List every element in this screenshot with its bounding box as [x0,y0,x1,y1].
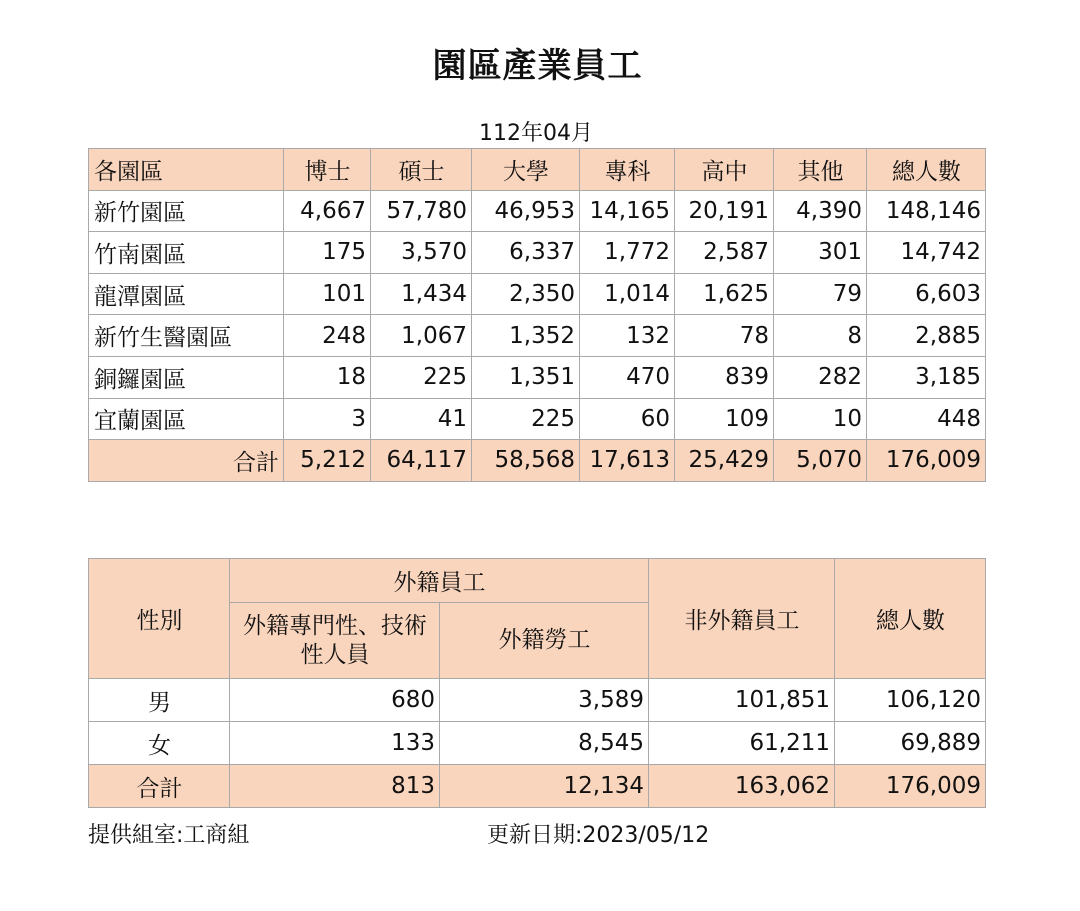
table-row [89,356,986,398]
column-header-total: 總人數 [835,559,986,679]
park-name: 龍潭園區 [89,273,284,315]
bachelor-count: 1,351 [472,356,580,398]
park-employee-education-table [88,148,986,482]
park-name: 新竹生醫園區 [89,315,284,357]
other-total: 5,070 [774,440,867,482]
associate-total: 17,613 [580,440,675,482]
foreign-professional-total: 813 [230,765,440,808]
column-header-total: 總人數 [867,149,986,191]
phd-count: 4,667 [284,190,371,232]
total-label: 合計 [89,765,230,808]
column-header-park: 各園區 [89,149,284,191]
bachelor-count: 6,337 [472,232,580,274]
table-row [89,190,986,232]
column-header-foreign-professional [230,603,440,679]
phd-count: 18 [284,356,371,398]
grand-total: 176,009 [867,440,986,482]
park-name: 宜蘭園區 [89,398,284,440]
total-count: 448 [867,398,986,440]
non-foreign-total: 163,062 [649,765,835,808]
column-header-high-school: 高中 [675,149,774,191]
master-count: 1,067 [371,315,472,357]
phd-count: 175 [284,232,371,274]
foreign-labor-total: 12,134 [440,765,649,808]
other-count: 79 [774,273,867,315]
column-header-other: 其他 [774,149,867,191]
non-foreign-count: 101,851 [649,679,835,722]
report-period: 112年04月 [479,121,593,146]
total-count: 6,603 [867,273,986,315]
column-header-phd: 博士 [284,149,371,191]
total-count: 3,185 [867,356,986,398]
high-school-count: 109 [675,398,774,440]
page-title: 園區產業員工 [432,46,643,86]
bachelor-count: 46,953 [472,190,580,232]
table-row [89,679,986,722]
table-row [89,232,986,274]
associate-count: 14,165 [580,190,675,232]
high-school-count: 839 [675,356,774,398]
phd-count: 248 [284,315,371,357]
column-header-gender: 性別 [89,559,230,679]
bachelor-count: 225 [472,398,580,440]
bachelor-count: 2,350 [472,273,580,315]
park-name: 銅鑼園區 [89,356,284,398]
high-school-count: 1,625 [675,273,774,315]
phd-count: 3 [284,398,371,440]
table-total-row [89,765,986,808]
master-count: 3,570 [371,232,472,274]
phd-total: 5,212 [284,440,371,482]
total-count: 14,742 [867,232,986,274]
table-header-row [89,559,986,603]
other-count: 8 [774,315,867,357]
table-total-row [89,440,986,482]
other-count: 282 [774,356,867,398]
master-count: 1,434 [371,273,472,315]
associate-count: 470 [580,356,675,398]
non-foreign-count: 61,211 [649,722,835,765]
header-line: 性人員 [300,641,370,668]
column-header-master: 碩士 [371,149,472,191]
column-header-bachelor: 大學 [472,149,580,191]
table-row [89,398,986,440]
employee-gender-nationality-table [88,558,986,808]
total-count: 106,120 [835,679,986,722]
park-name: 新竹園區 [89,190,284,232]
master-count: 225 [371,356,472,398]
foreign-labor-count: 3,589 [440,679,649,722]
other-count: 301 [774,232,867,274]
foreign-professional-count: 680 [230,679,440,722]
bachelor-count: 1,352 [472,315,580,357]
table-row [89,315,986,357]
high-school-count: 78 [675,315,774,357]
associate-count: 1,014 [580,273,675,315]
bachelor-total: 58,568 [472,440,580,482]
associate-count: 60 [580,398,675,440]
column-header-associate: 專科 [580,149,675,191]
associate-count: 132 [580,315,675,357]
header-line: 外籍專門性、技術 [243,612,427,639]
master-count: 41 [371,398,472,440]
gender-label: 女 [89,722,230,765]
associate-count: 1,772 [580,232,675,274]
table-header-row [89,149,986,191]
foreign-professional-count: 133 [230,722,440,765]
high-school-count: 2,587 [675,232,774,274]
master-total: 64,117 [371,440,472,482]
other-count: 4,390 [774,190,867,232]
total-count: 148,146 [867,190,986,232]
phd-count: 101 [284,273,371,315]
grand-total: 176,009 [835,765,986,808]
other-count: 10 [774,398,867,440]
gender-label: 男 [89,679,230,722]
high-school-count: 20,191 [675,190,774,232]
total-label: 合計 [89,440,284,482]
provider-note: 提供組室:工商組 [88,823,250,848]
master-count: 57,780 [371,190,472,232]
column-header-foreign-labor: 外籍勞工 [440,603,649,679]
total-count: 69,889 [835,722,986,765]
total-count: 2,885 [867,315,986,357]
high-school-total: 25,429 [675,440,774,482]
foreign-labor-count: 8,545 [440,722,649,765]
column-header-non-foreign-employees: 非外籍員工 [649,559,835,679]
column-header-foreign-employees: 外籍員工 [230,559,649,603]
update-date: 更新日期:2023/05/12 [487,823,710,848]
park-name: 竹南園區 [89,232,284,274]
table-row [89,273,986,315]
table-row [89,722,986,765]
